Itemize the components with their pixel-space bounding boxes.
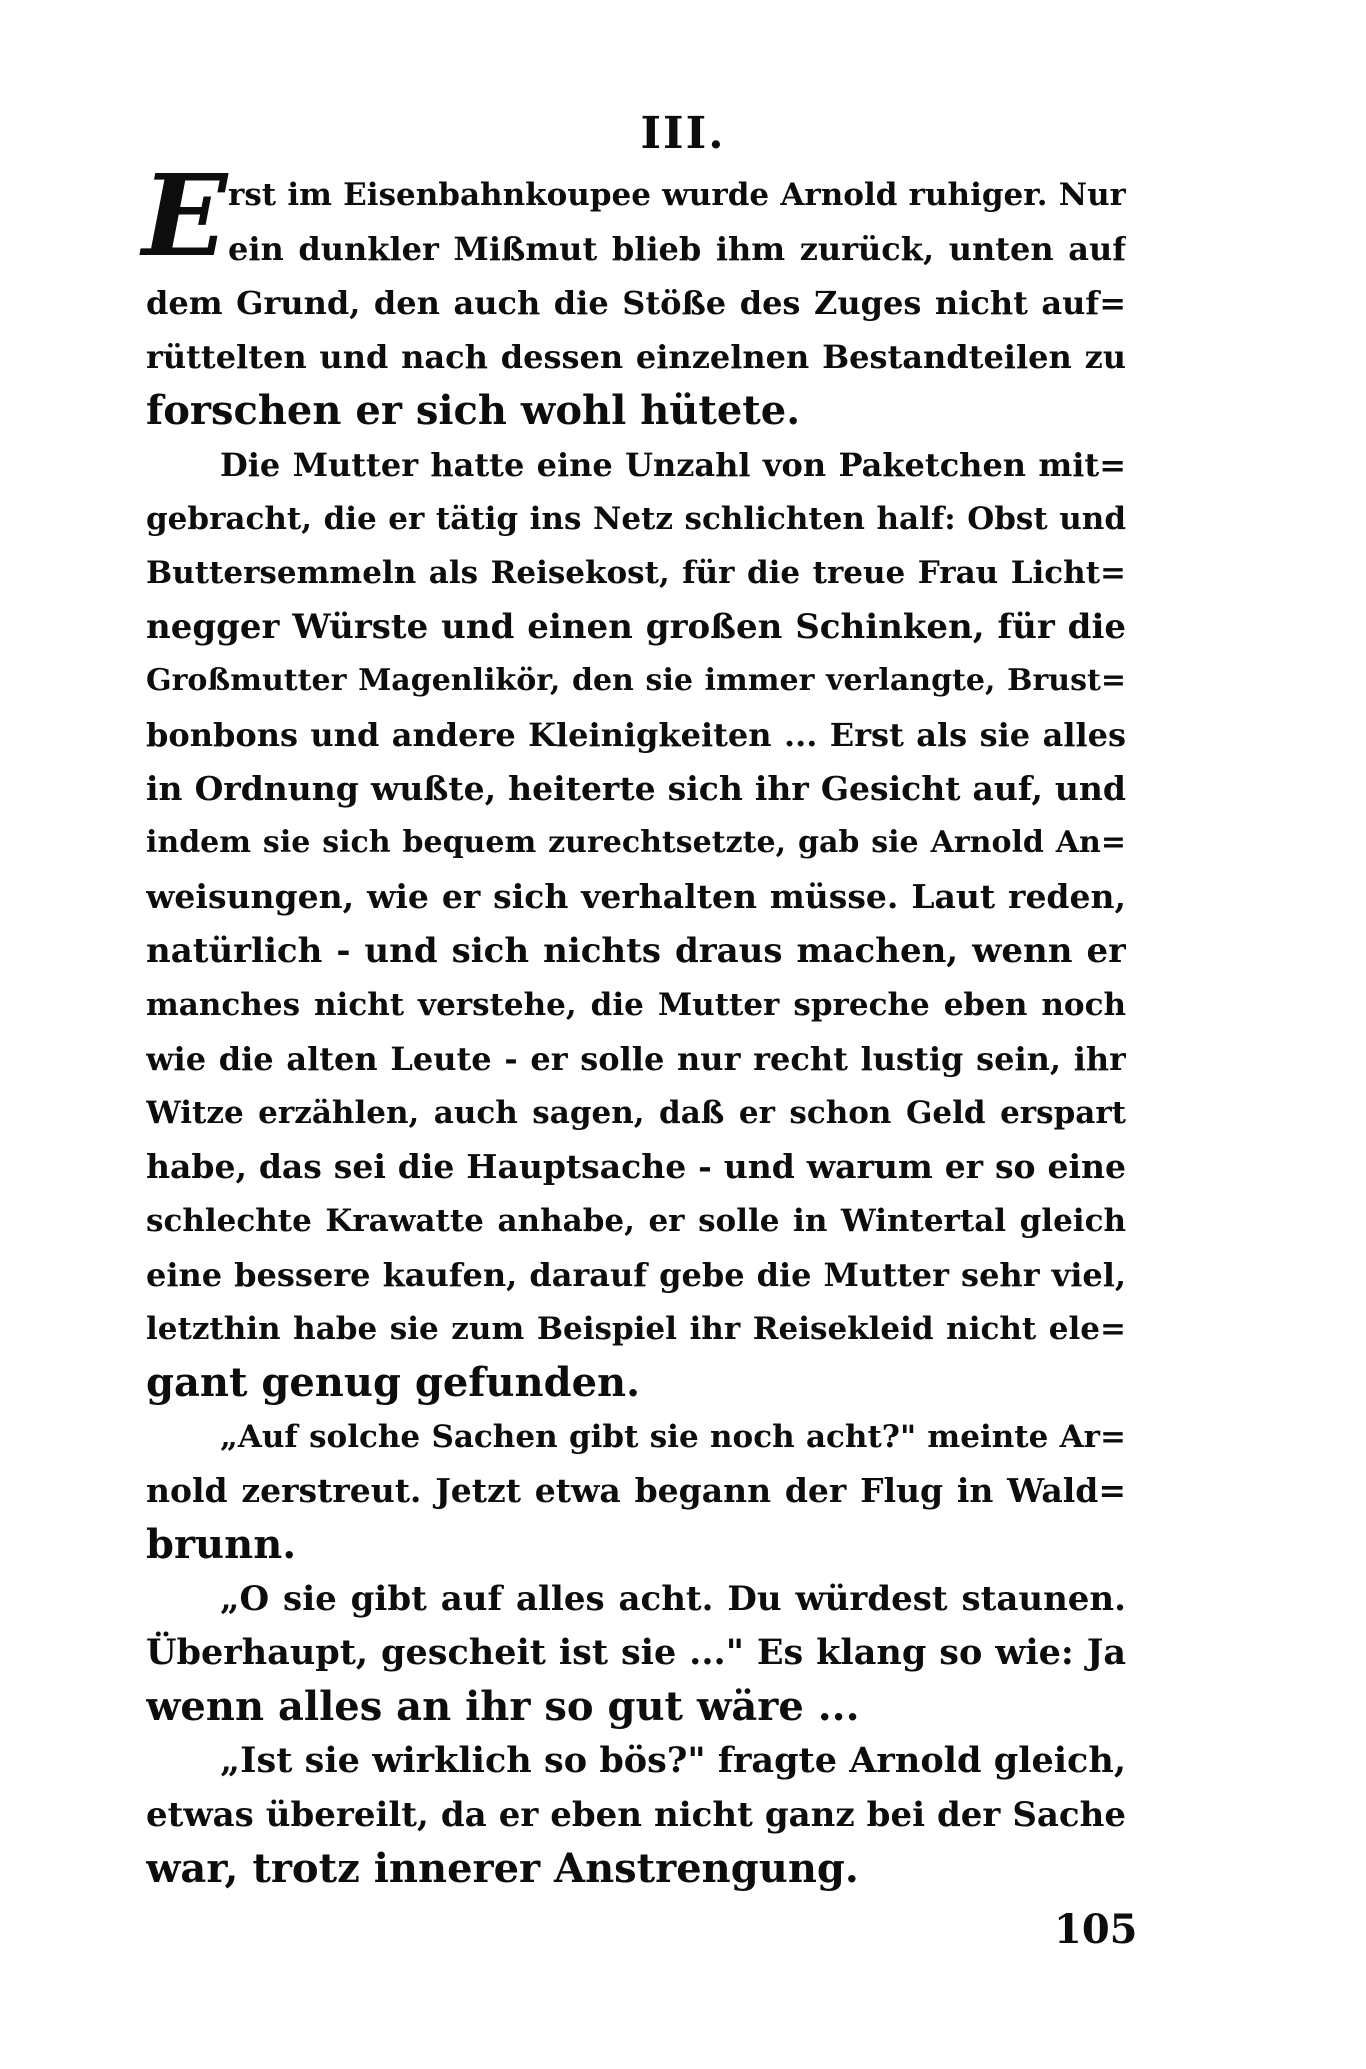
text-line: rüttelten und nach dessen einzelnen Bestandteilen zu [146, 338, 1126, 376]
text-line: forschen er sich wohl hütete. [146, 387, 801, 434]
text-line: brunn. [146, 1521, 297, 1568]
text-line: gant genug gefunden. [146, 1359, 641, 1406]
text-line: letzthin habe sie zum Beispiel ihr Reisekleid nicht ele= [146, 1311, 1126, 1347]
text-line: Die Mutter hatte eine Unzahl von Paketchen mit= [220, 446, 1126, 484]
text-line: „Auf solche Sachen gibt sie noch acht?" meinte Ar= [220, 1419, 1126, 1455]
text-line: wie die alten Leute - er solle nur recht lustig sein, ihr [146, 1040, 1126, 1078]
text-line: eine bessere kaufen, darauf gebe die Mutter sehr viel, [146, 1256, 1126, 1294]
drop-cap: E [142, 151, 228, 282]
text-line: Großmutter Magenlikör, den sie immer verlangte, Brust= [146, 663, 1126, 698]
text-line: rst im Eisenbahnkoupee wurde Arnold ruhiger. Nur [228, 177, 1126, 213]
text-line: natürlich - und sich nichts draus machen, wenn er [146, 931, 1126, 971]
paragraph [142, 151, 1126, 438]
text-line: in Ordnung wußte, heiterte sich ihr Gesicht auf, und [146, 769, 1126, 808]
paragraph [146, 438, 1126, 1410]
text-line: schlechte Krawatte anhabe, er solle in Wintertal gleich [146, 1203, 1126, 1239]
text-line: war, trotz innerer Anstrengung. [146, 1845, 859, 1892]
text-line: Überhaupt, gescheit ist sie ..." Es klang so wie: Ja [146, 1632, 1126, 1673]
text-line: ein dunkler Mißmut blieb ihm zurück, unten auf [228, 230, 1126, 268]
chapter-heading: III. [640, 108, 726, 159]
text-line: „O sie gibt auf alles acht. Du würdest staunen. [220, 1579, 1126, 1619]
text-line: dem Grund, den auch die Stöße des Zuges nicht auf= [146, 284, 1126, 322]
text-line: Buttersemmeln als Reisekost, für die treue Frau Licht= [146, 555, 1126, 591]
text-line: Witze erzählen, auch sagen, daß er schon Geld erspart [146, 1095, 1126, 1131]
text-line: bonbons und andere Kleinigkeiten ... Erst als sie alles [146, 716, 1126, 754]
text-line: etwas übereilt, da er eben nicht ganz bei der Sache [146, 1795, 1126, 1835]
text-line: manches nicht verstehe, die Mutter spreche eben noch [146, 987, 1126, 1023]
text-line: negger Würste und einen großen Schinken, für die [146, 607, 1126, 647]
body-text [142, 151, 1126, 1896]
text-line: weisungen, wie er sich verhalten müsse. Laut reden, [146, 877, 1126, 916]
paragraph [146, 1572, 1126, 1734]
text-line: wenn alles an ihr so gut wäre ... [146, 1683, 860, 1730]
text-line: gebracht, die er tätig ins Netz schlichten half: Obst und [146, 501, 1126, 537]
paragraph [146, 1410, 1126, 1572]
paragraph [146, 1734, 1126, 1896]
text-line: nold zerstreut. Jetzt etwa begann der Flug in Wald= [146, 1471, 1126, 1510]
text-line: indem sie sich bequem zurechtsetzte, gab sie Arnold An= [146, 825, 1126, 860]
page-number: 105 [1054, 1906, 1138, 1953]
text-line: „Ist sie wirklich so bös?" fragte Arnold gleich, [220, 1740, 1126, 1781]
text-line: habe, das sei die Hauptsache - und warum er so eine [146, 1147, 1126, 1186]
